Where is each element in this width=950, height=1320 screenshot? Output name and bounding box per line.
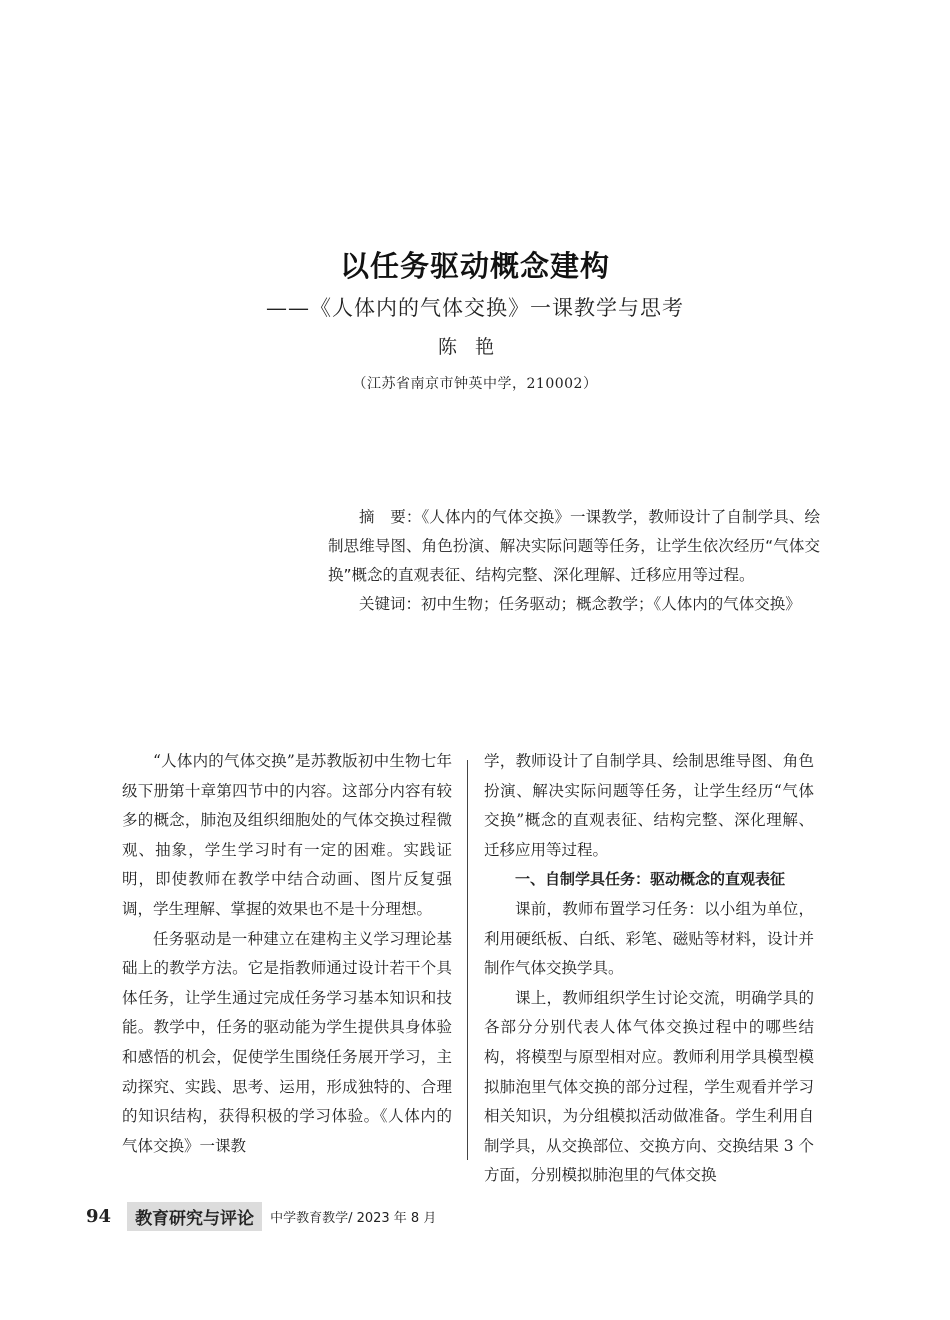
journal-name: 教育研究与评论 [127,1202,262,1231]
article-subtitle: ——《人体内的气体交换》一课教学与思考 [266,296,684,320]
paragraph: “人体内的气体交换”是苏教版初中生物七年级下册第十章第四节中的内容。这部分内容有较多的概念，肺泡及组织细胞处的气体交换过程微观、抽象，学生学习时有一定的困难。实践证明，即使教师在教学中结合动画、图片反复强调，学生理解、掌握的效果也不是十分理想。 [122,752,452,918]
page-footer [86,1200,436,1232]
paragraph-continued: 学，教师设计了自制学具、绘制思维导图、角色扮演、解决实际问题等任务，让学生经历“气体交换”概念的直观表征、结构完整、深化理解、迁移应用等过程。 [484,752,814,859]
paragraph: 任务驱动是一种建立在建构主义学习理论基础上的教学方法。它是指教师通过设计若干个具体任务，让学生通过完成任务学习基本知识和技能。教学中，任务的驱动能为学生提供具身体验和感悟的机会，促使学生围绕任务展开学习，主动探究、实践、思考、运用，形成独特的、合理的知识结构，获得积极的学习体验。《人体内的气体交换》一课教 [122,929,452,1155]
paragraph: 课上，教师组织学生讨论交流，明确学具的各部分分别代表人体气体交换过程中的哪些结构，将模型与原型相对应。教师利用学具模型模拟肺泡里气体交换的部分过程，学生观看并学习相关知识，为分组模拟活动做准备。学生利用自制学具，从交换部位、交换方向、交换结果 3 个方面，分别模拟肺泡里的气体交换 [484,988,814,1185]
section-heading: 一、自制学具任务：驱动概念的直观表征 [515,870,786,889]
abstract-text: 摘 要：《人体内的气体交换》一课教学，教师设计了自制学具、绘制思维导图、角色扮演、解决实际问题等任务，让学生依次经历“气体交换”概念的直观表征、结构完整、深化理解、迁移应用等过程。 [328,508,820,584]
abstract-block [328,503,820,619]
body-column-left [122,747,452,1161]
paragraph: 课前，教师布置学习任务：以小组为单位，利用硬纸板、白纸、彩笔、磁贴等材料，设计并制作气体交换学具。 [484,899,814,978]
article-title: 以任务驱动概念建构 [339,249,610,283]
column-divider [467,760,468,1160]
author-name: 陈艳 [437,336,512,358]
keywords: 关键词：初中生物；任务驱动；概念教学；《人体内的气体交换》 [359,595,801,613]
body-column-right [484,747,814,1191]
journal-issue: 中学教育教学/ 2023 年 8 月 [270,1210,437,1226]
page-number: 94 [86,1205,112,1227]
author-affiliation: （江苏省南京市钟英中学，210002） [352,376,598,392]
